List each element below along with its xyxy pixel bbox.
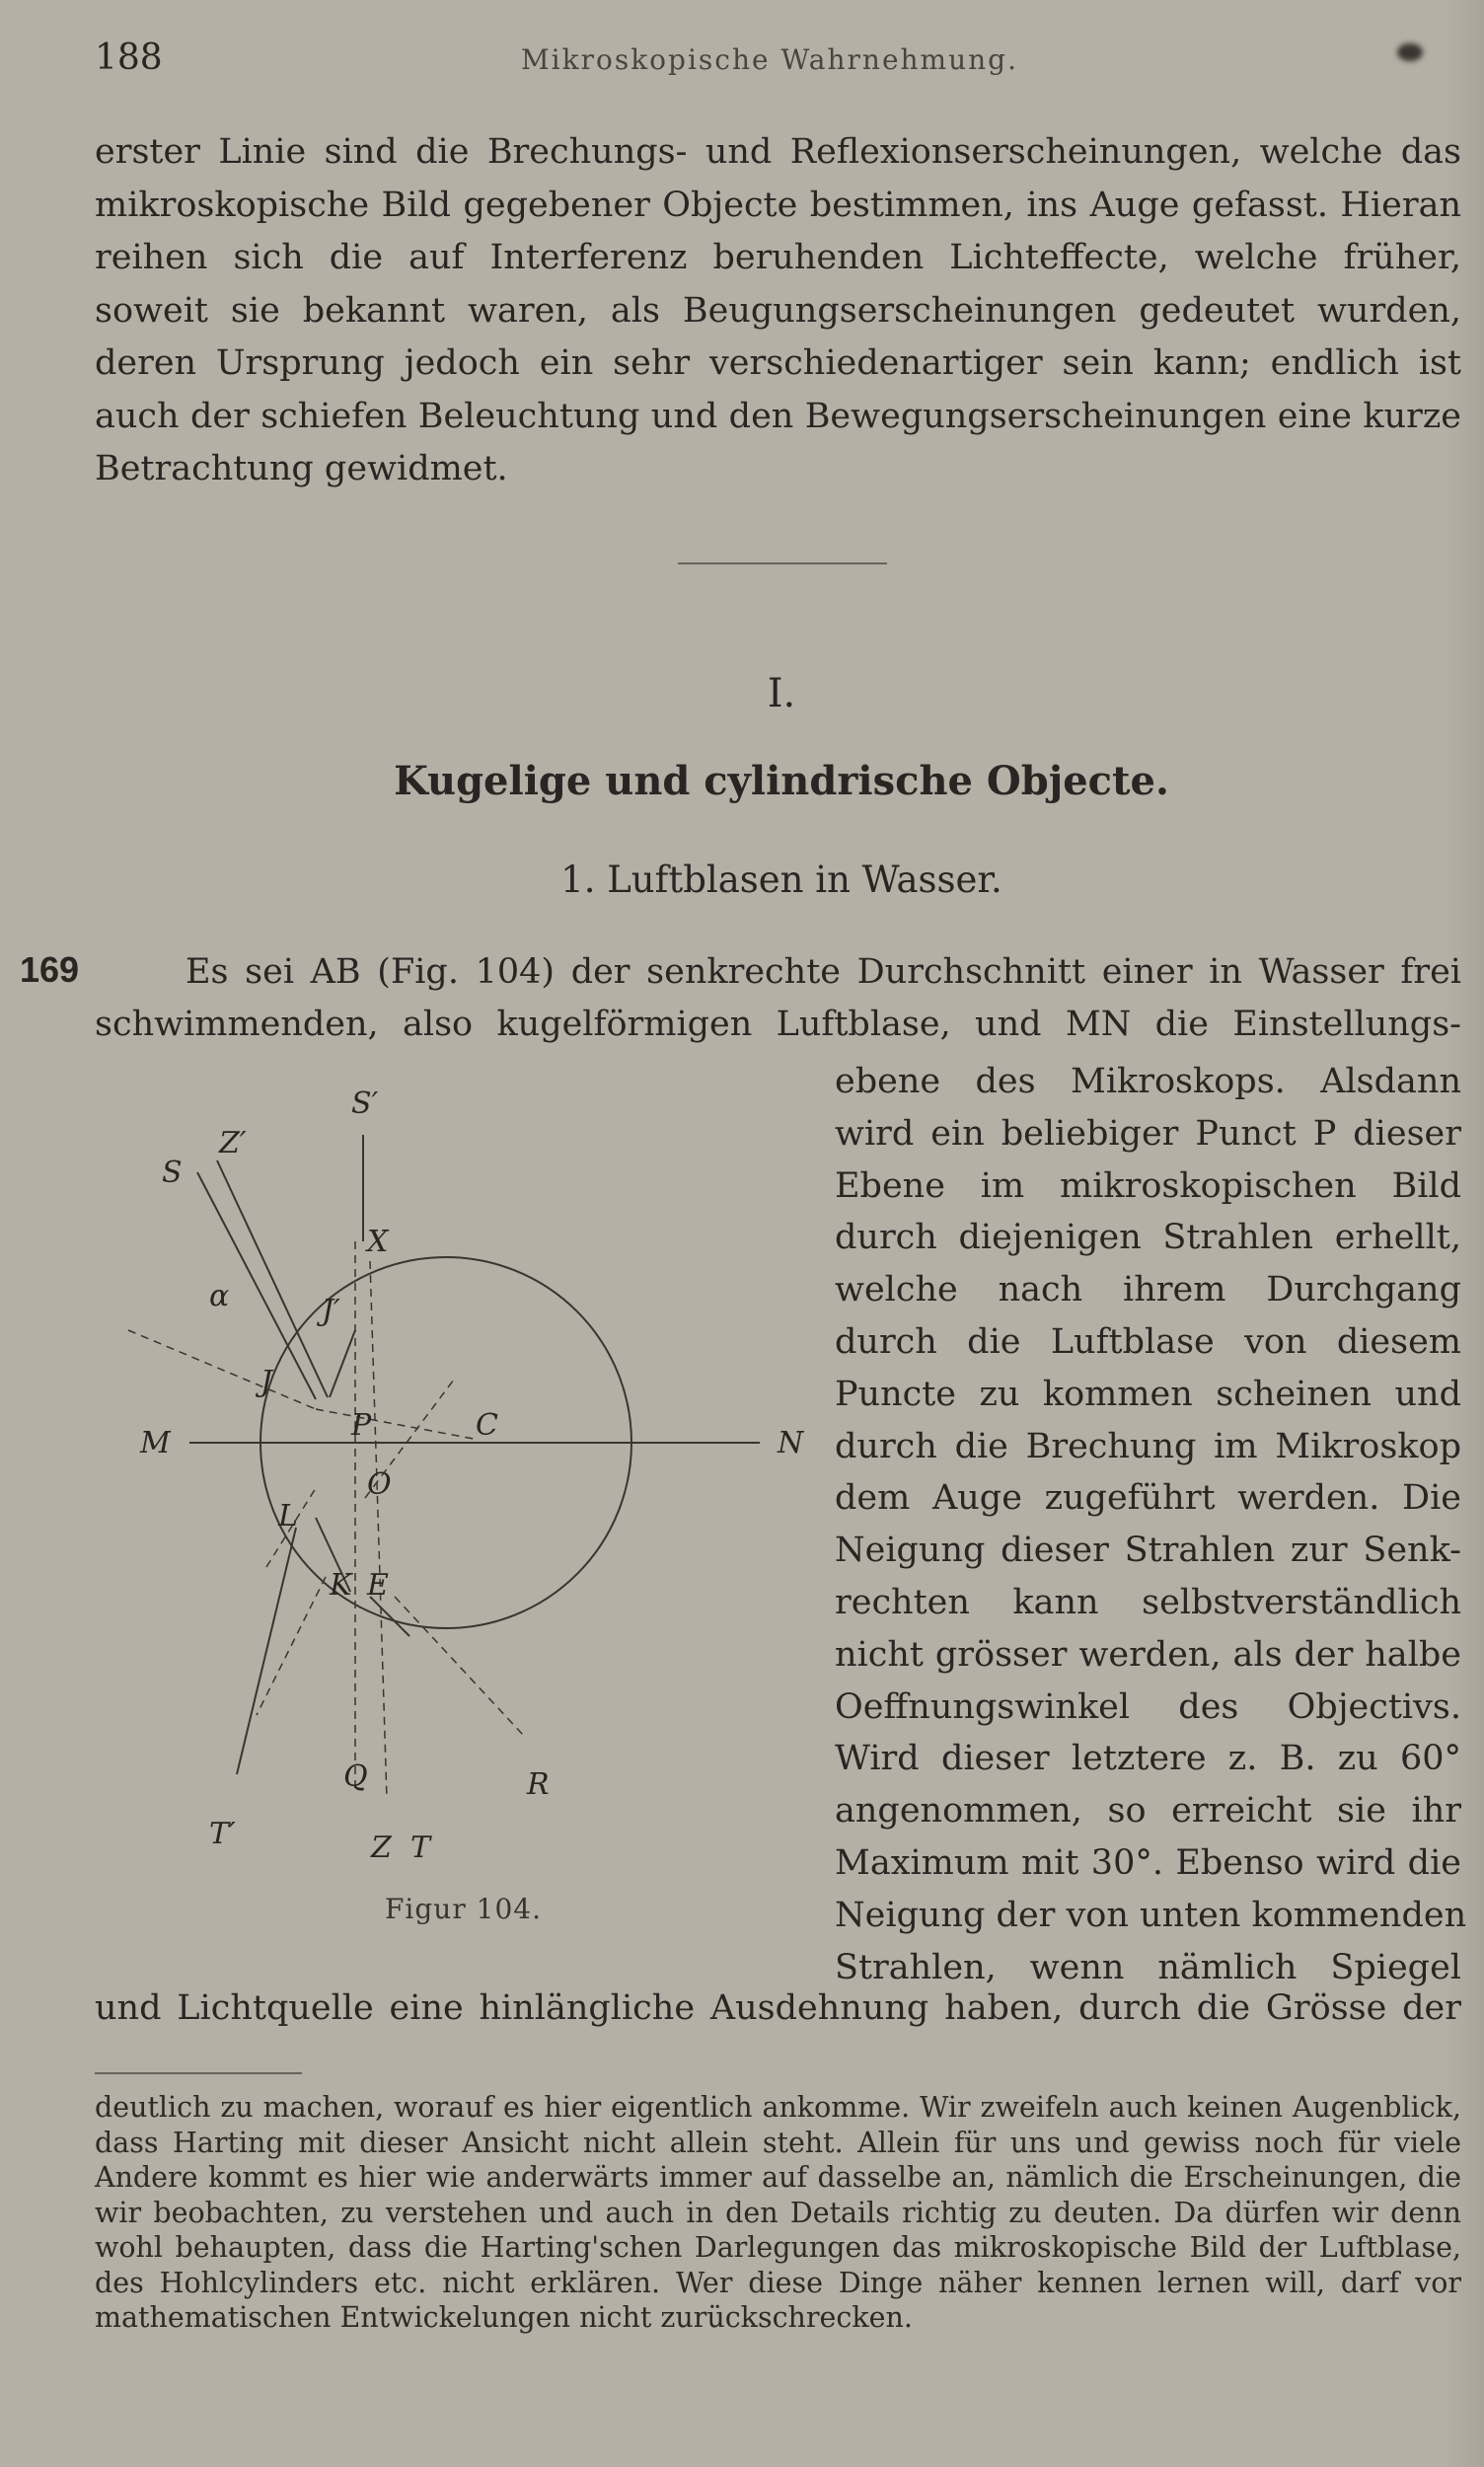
ray-Z-prime <box>217 1160 328 1397</box>
wrapped-line: dem Auge zugeführt werden. Die <box>835 1478 1461 1519</box>
label-Z-prime: Z′ <box>219 1126 247 1160</box>
paragraph-line-1: Es sei AB (Fig. 104) der senkrechte Durchschnitt einer in Wasser frei <box>186 952 1461 992</box>
wrapped-line: ebene des Mikroskops. Alsdann <box>835 1062 1461 1101</box>
section-divider <box>678 562 887 564</box>
label-C: C <box>476 1408 498 1443</box>
label-T-prime: T′ <box>209 1817 236 1851</box>
wrapped-line: Strahlen, wenn nämlich Spiegel <box>835 1947 1461 1987</box>
label-K: K <box>330 1568 352 1603</box>
running-head: Mikroskopische Wahrnehmung. <box>521 43 1018 76</box>
label-E: E <box>367 1568 389 1603</box>
wrapped-line: Ebene im mikroskopischen Bild <box>835 1165 1461 1206</box>
dashed-ray-alpha <box>128 1330 316 1409</box>
wrapped-line: angenommen, so erreicht sie ihr <box>835 1791 1461 1832</box>
wrapped-text-column <box>835 1056 1467 1993</box>
page-number: 188 <box>95 37 163 78</box>
ray-J <box>330 1330 355 1397</box>
label-L: L <box>278 1499 298 1533</box>
label-S: S <box>162 1156 183 1190</box>
wrapped-line: Neigung der von unten kommenden <box>835 1895 1467 1935</box>
label-X: X <box>367 1225 389 1259</box>
section-number: I. <box>767 671 796 716</box>
wrapped-line: nicht grösser werden, als der halbe <box>835 1634 1461 1675</box>
ray-T-prime <box>237 1528 296 1774</box>
label-alpha: α <box>209 1279 230 1313</box>
label-P: P <box>351 1408 372 1443</box>
wrapped-line: rechten kann selbstverständlich <box>835 1582 1461 1622</box>
wrapped-line: durch diejenigen Strahlen erhellt, <box>835 1218 1461 1258</box>
intro-paragraph: erster Linie sind die Brechungs- und Reflexionserscheinungen, welche das mikroskopische Bild gegebener Objecte bestimmen, ins Auge gefasst. Hieran reihen sich die auf Interferenz beruhenden Lichteffecte, welche früher, soweit sie bekannt waren, als Beugungserscheinungen gedeutet wurden, deren Ursprung jedoch ein sehr verschiedenartiger sein kann; endlich ist auch der schiefen Beleuchtung und den Bewegungserscheinungen eine kurze Betrachtung gewidmet. <box>95 132 1461 488</box>
label-R: R <box>527 1767 550 1802</box>
dashed-ray-T <box>370 1261 387 1799</box>
wrapped-line: welche nach ihrem Durchgang <box>835 1270 1461 1310</box>
label-O: O <box>367 1467 392 1502</box>
label-Q: Q <box>343 1759 368 1794</box>
wrapped-line: Maximum mit 30°. Ebenso wird die <box>835 1842 1461 1883</box>
footnote-divider <box>95 2072 302 2074</box>
section-title: Kugelige und cylindrische Objecte. <box>394 758 1169 804</box>
label-T: T <box>410 1831 431 1865</box>
wrapped-line: Oeffnungswinkel des Objectivs. <box>835 1686 1461 1727</box>
wrapped-line: durch die Luftblase von diesem <box>835 1321 1461 1362</box>
label-J-prime: J′ <box>322 1294 340 1328</box>
ink-blot <box>1397 43 1423 61</box>
page-header <box>95 37 1445 77</box>
paragraph-last-line: und Lichtquelle eine hinlängliche Ausdehnung haben, durch die Grösse der <box>95 1988 1461 2028</box>
wrapped-line: Wird dieser letztere z. B. zu 60° <box>835 1739 1461 1779</box>
dashed-ray-PC <box>316 1409 474 1439</box>
figure-104 <box>118 1084 829 1932</box>
label-M: M <box>140 1426 171 1460</box>
wrapped-line: durch die Brechung im Mikroskop <box>835 1426 1461 1466</box>
figure-104-diagram <box>118 1084 829 1932</box>
figure-caption: Figur 104. <box>385 1893 542 1925</box>
dashed-ray-R <box>395 1597 523 1735</box>
wrapped-line: Puncte zu kommen scheinen und <box>835 1374 1461 1414</box>
wrapped-line: wird ein beliebiger Punct P dieser <box>835 1113 1461 1154</box>
subsection-title: 1. Luftblasen in Wasser. <box>560 859 1002 901</box>
paragraph-line-2: schwimmenden, also kugelförmigen Luftblase, und MN die Einstellungs- <box>95 1005 1461 1044</box>
label-S-prime: S′ <box>351 1086 379 1121</box>
label-N: N <box>778 1426 804 1460</box>
footnote: deutlich zu machen, worauf es hier eigentlich ankomme. Wir zweifeln auch keinen Augenblick, dass Harting mit dieser Ansicht nicht allein steht. Allein für uns und gewiss noch für viele Andere kommt es hier wie anderwärts immer auf dasselbe an, nämlich die Erscheinungen, die wir beobachten, zu verstehen und auch in den Details richtig zu deuten. Da dürfen wir denn wohl behaupten, dass die Harting'schen Darlegungen das mikroskopische Bild der Luftblase, des Hohlcylinders etc. nicht erklären. Wer diese Dinge näher kennen lernen will, darf vor mathematischen Entwickelungen nicht zurückschrecken. <box>95 2091 1461 2334</box>
marginal-number: 169 <box>20 949 80 990</box>
label-Z: Z <box>371 1831 392 1865</box>
wrapped-line: Neigung dieser Strahlen zur Senk- <box>835 1531 1461 1571</box>
label-J: J <box>260 1365 273 1399</box>
ray-E <box>370 1597 409 1636</box>
